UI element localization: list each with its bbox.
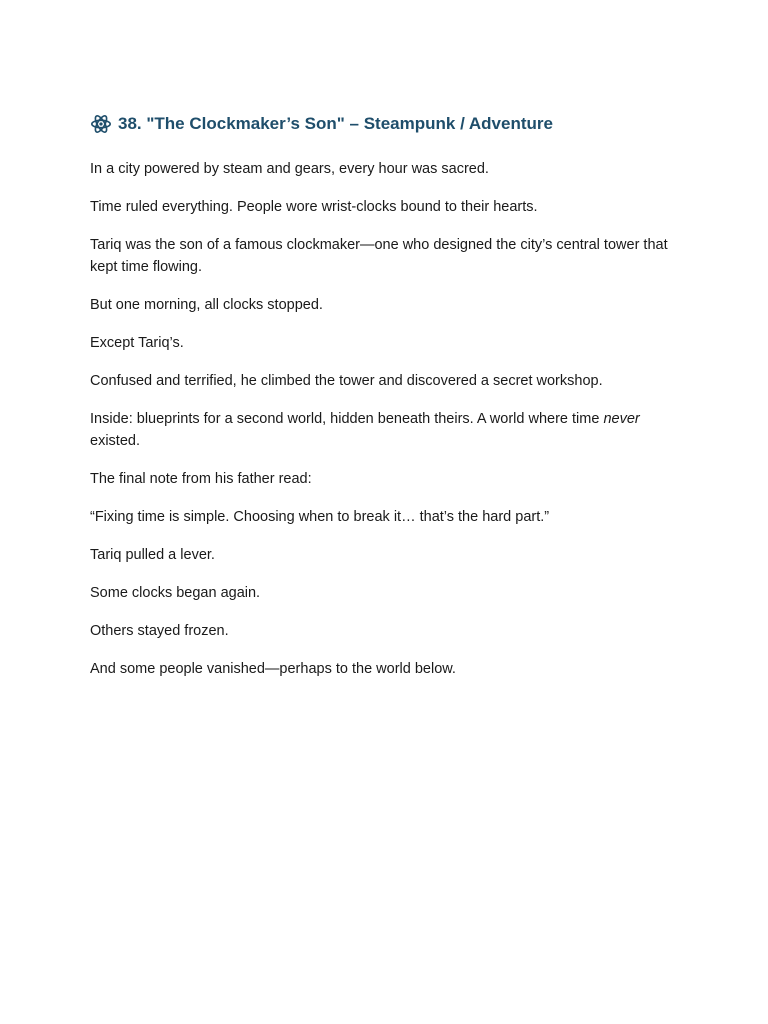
paragraph: In a city powered by steam and gears, every hour was sacred. [90,161,489,177]
paragraph-inside [90,408,690,452]
paragraph: The final note from his father read: [90,471,312,487]
emphasis-text: never [603,411,640,427]
story-title: 38. "The Clockmaker’s Son" – Steampunk / Adventure [118,114,553,133]
paragraph: But one morning, all clocks stopped. [90,297,323,313]
paragraph: Others stayed frozen. [90,623,229,639]
paragraph: Tariq was the son of a famous clockmaker—one who designed the city’s central tower that kept time flowing. [90,237,668,275]
document-page [90,112,690,696]
paragraph: Time ruled everything. People wore wrist-clocks bound to their hearts. [90,199,538,215]
atom-icon [90,113,112,135]
paragraph-text: Inside: blueprints for a second world, hidden beneath theirs. A world where time [90,411,604,427]
paragraph-text: existed. [90,433,140,449]
story-heading [90,112,690,136]
paragraph: And some people vanished—perhaps to the world below. [90,661,456,677]
paragraph: Confused and terrified, he climbed the tower and discovered a secret workshop. [90,373,603,389]
paragraph: Except Tariq’s. [90,335,184,351]
paragraph-quote: “Fixing time is simple. Choosing when to break it… that’s the hard part.” [90,509,550,525]
paragraph: Some clocks began again. [90,585,261,601]
paragraph: Tariq pulled a lever. [90,547,215,563]
